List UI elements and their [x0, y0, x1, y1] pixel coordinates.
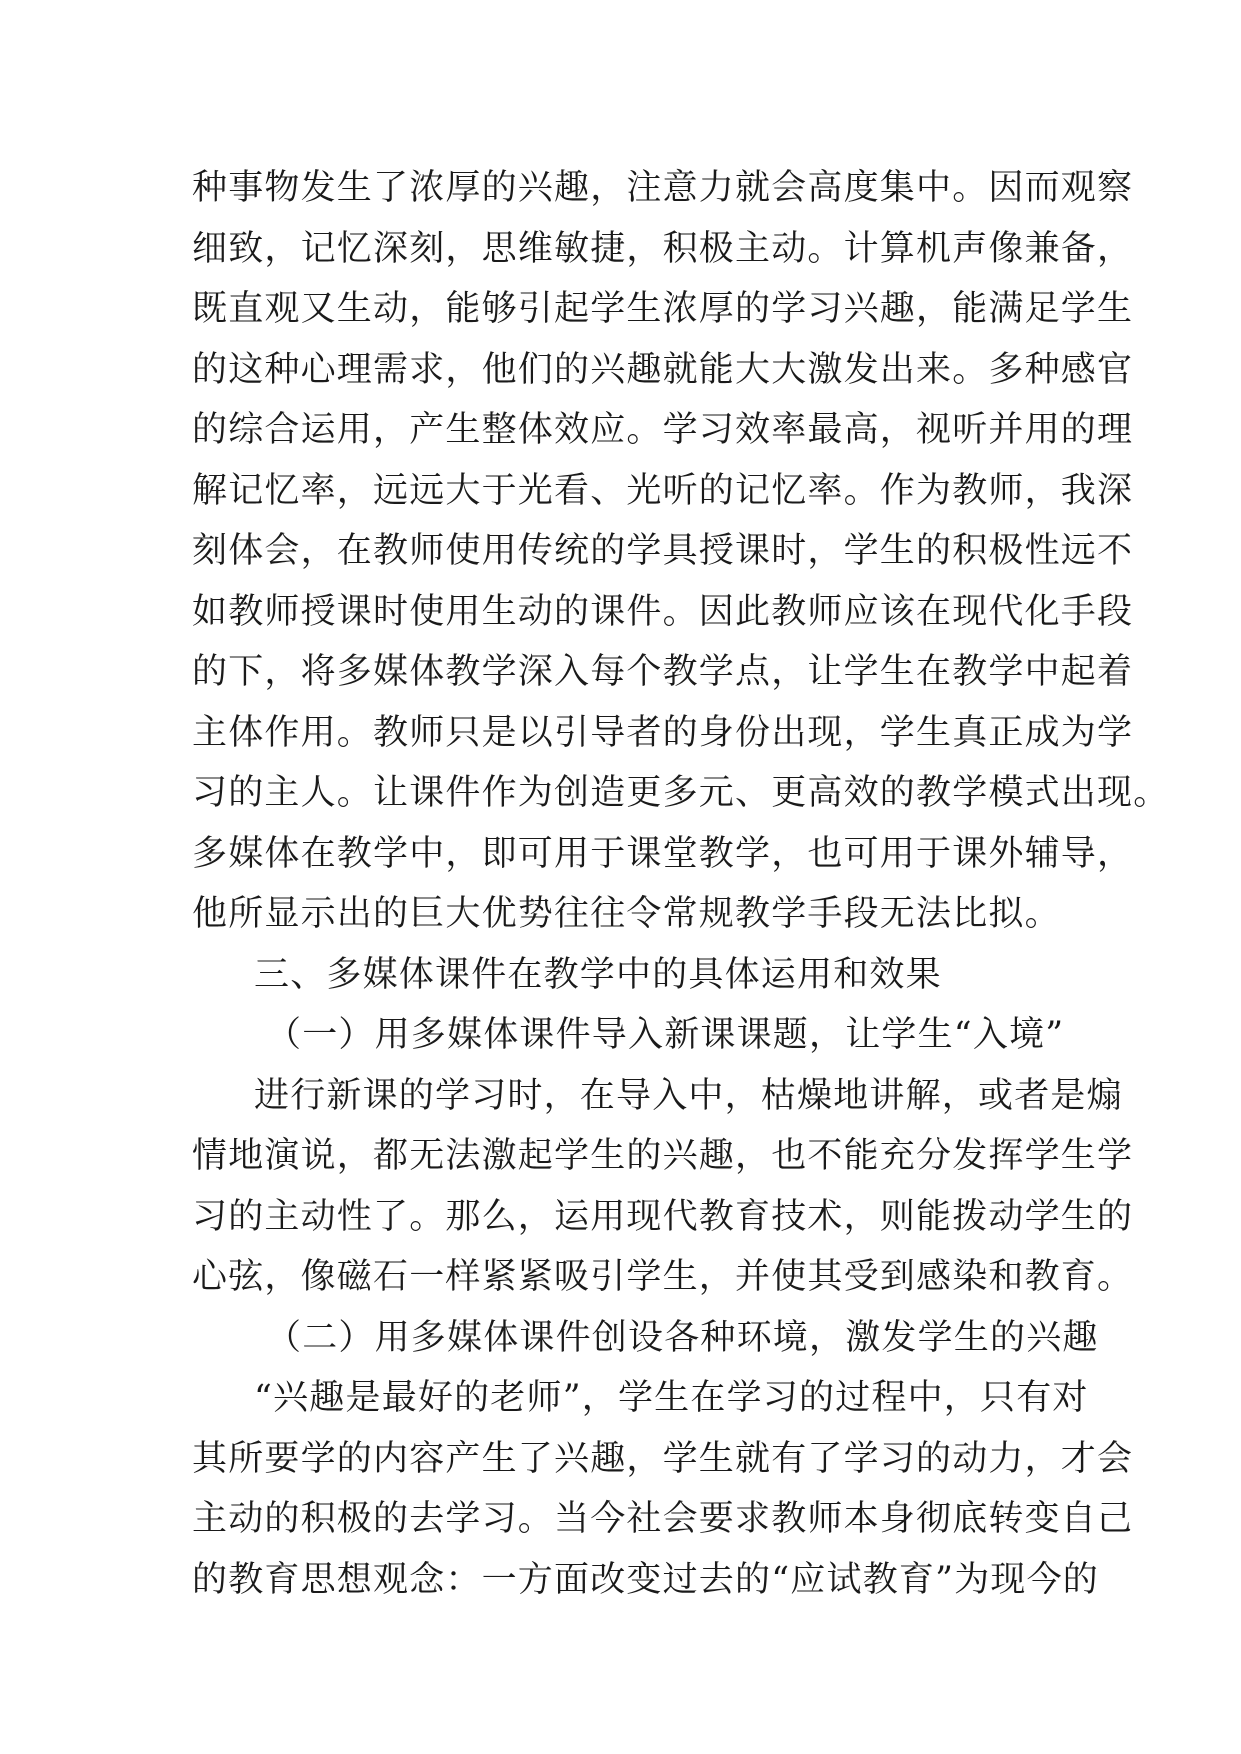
paragraph-line: 情地演说，都无法激起学生的兴趣，也不能充分发挥学生学 — [192, 1136, 1134, 1176]
paragraph-line: 的教育思想观念：一方面改变过去的“应试教育”为现今的 — [192, 1559, 1099, 1600]
paragraph-line: 细致，记忆深刻，思维敏捷，积极主动。计算机声像兼备， — [192, 228, 1134, 269]
paragraph-line: 的下，将多媒体教学深入每个教学点，让学生在教学中起着 — [192, 652, 1134, 692]
paragraph-line: 刻体会，在教师使用传统的学具授课时，学生的积极性远不 — [192, 531, 1134, 571]
paragraph-line: 的这种心理需求，他们的兴趣就能大大激发出来。多种感官 — [192, 349, 1134, 390]
paragraph-line: “兴趣是最好的老师”，学生在学习的过程中，只有对 — [254, 1378, 1089, 1418]
section-heading: 三、多媒体课件在教学中的具体运用和效果 — [254, 954, 942, 995]
paragraph-line: 既直观又生动，能够引起学生浓厚的学习兴趣，能满足学生 — [192, 289, 1134, 329]
paragraph-line: 进行新课的学习时，在导入中，枯燥地讲解，或者是煽 — [254, 1075, 1123, 1116]
paragraph-line: 习的主动性了。那么，运用现代教育技术，则能拨动学生的 — [192, 1196, 1134, 1237]
paragraph-line: 多媒体在教学中，即可用于课堂教学，也可用于课外辅导， — [192, 833, 1134, 874]
paragraph-line: 解记忆率，远远大于光看、光听的记忆率。作为教师，我深 — [192, 470, 1134, 511]
body-text — [192, 158, 1170, 1610]
paragraph-line: 心弦，像磁石一样紧紧吸引学生，并使其受到感染和教育。 — [192, 1257, 1134, 1297]
paragraph-line: 习的主人。让课件作为创造更多元、更高效的教学模式出现。 — [192, 773, 1170, 813]
subsection-heading: （二）用多媒体课件创设各种环境，激发学生的兴趣 — [266, 1317, 1099, 1358]
paragraph-line: 主体作用。教师只是以引导者的身份出现，学生真正成为学 — [192, 712, 1134, 753]
paragraph-line: 的综合运用，产生整体效应。学习效率最高，视听并用的理 — [192, 410, 1134, 450]
paragraph-line: 主动的积极的去学习。当今社会要求教师本身彻底转变自己 — [192, 1499, 1134, 1539]
paragraph-line: 其所要学的内容产生了兴趣，学生就有了学习的动力，才会 — [192, 1438, 1134, 1479]
paragraph-line: 他所显示出的巨大优势往往令常规教学手段无法比拟。 — [192, 894, 1061, 934]
paragraph-line: 如教师授课时使用生动的课件。因此教师应该在现代化手段 — [192, 591, 1134, 632]
paragraph-line: 种事物发生了浓厚的兴趣，注意力就会高度集中。因而观察 — [192, 168, 1134, 208]
subsection-heading: （一）用多媒体课件导入新课课题，让学生“入境” — [266, 1015, 1065, 1055]
